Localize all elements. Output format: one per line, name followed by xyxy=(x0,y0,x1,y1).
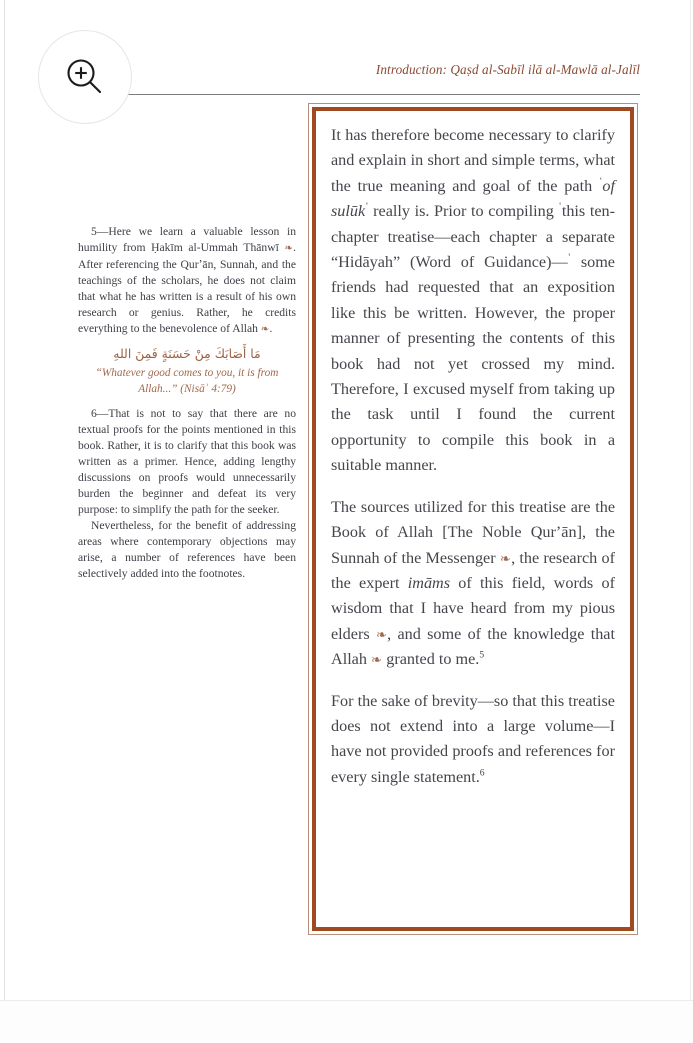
main-paragraph-1 xyxy=(331,123,615,479)
honorific-glyph: ❧ xyxy=(375,626,388,642)
commentary-text-nevertheless: Nevertheless, for the benefit of addressing areas where contemporary objections may arise, a number of references have been selectively added into the footnotes. xyxy=(78,518,296,580)
main-text-box xyxy=(308,103,638,935)
main-text-1d: this ten-chapter treatise—each chapter a separate “Hidāyah” (Word of Guidance)— xyxy=(331,202,615,272)
main-text-3a: For the sake of brevity—so that this treatise does not extend into a large volume—I have not provided proofs and references for every single statement. xyxy=(331,691,615,786)
commentary-text-5c: . xyxy=(269,322,273,336)
zoom-in-button[interactable] xyxy=(38,30,132,124)
main-text-box-inner-rule xyxy=(312,107,634,931)
quote-mark-open-icon: ‛ xyxy=(599,176,603,188)
main-text-1a: It has therefore become necessary to clarify and explain in short and simple terms, what the true meaning and goal of the path xyxy=(331,126,615,195)
quote-mark-close-icon: ’ xyxy=(365,201,369,213)
commentary-paragraph-5 xyxy=(78,224,296,338)
paragraph-marker-6: 6— xyxy=(91,406,109,420)
paragraph-marker-5: 5— xyxy=(91,225,109,238)
main-text-2e: granted to me. xyxy=(382,650,480,669)
main-text-2a: The sources utilized for this treatise are the Book of Allah [The Noble Qurʼān], the Sunnah of the Messenger xyxy=(331,497,615,567)
honorific-glyph: ❧ xyxy=(284,243,294,255)
running-header: Introduction: Qaṣd al-Sabīl ilā al-Mawlā al-Jalīl xyxy=(375,62,640,77)
honorific-glyph: ❧ xyxy=(260,324,270,336)
commentary-paragraph-6 xyxy=(78,406,296,518)
main-text-2d: , and some of the knowledge that Allah xyxy=(331,624,615,669)
footnote-marker-5: 5 xyxy=(479,649,485,661)
quote-mark-open-icon: ‛ xyxy=(558,201,562,213)
honorific-glyph: ❧ xyxy=(499,550,512,566)
commentary-text-5b: . After referencing the Qurʼān, Sunnah, and the teachings of the scholars, he does not claim that what he has written is a result of his own research or genius. Rather, he credits everything to the benevolence of Allah xyxy=(78,241,296,336)
page-sheet xyxy=(4,0,691,1000)
quote-mark-close-icon: ’ xyxy=(567,252,572,264)
commentary-column xyxy=(78,224,296,582)
quran-quote-arabic: مَا أَصَابَكَ مِنْ حَسَنَةٍ فَمِنَ اللهِ xyxy=(113,346,261,362)
main-text-1c: really is. Prior to compiling xyxy=(368,202,559,221)
commentary-paragraph-nevertheless xyxy=(78,518,296,582)
main-paragraph-2 xyxy=(331,495,615,673)
main-paragraph-3 xyxy=(331,689,615,791)
page-bottom-edge xyxy=(0,1000,693,1043)
main-text-2b: , the research of the expert xyxy=(331,548,615,592)
quran-quote-translation: “Whatever good comes to you, it is from Allah...” (Nisāʾ 4:79) xyxy=(95,367,279,395)
main-text-1b: of sulūk xyxy=(331,176,615,221)
commentary-text-6: That is not to say that there are no textual proofs for the points mentioned in this book. Rather, it is to clarify that this book was written as a primer. Hence, adding lengthy discussions on proofs would unnecessarily burden the beginner and defeat its very purpose: to simplify the path for the seeker. xyxy=(78,406,296,516)
magnifier-plus-icon xyxy=(62,54,108,100)
footnote-marker-6: 6 xyxy=(479,767,485,779)
main-text-2c: of this field, words of wisdom that I have heard from my pious elders xyxy=(331,573,615,643)
honorific-glyph: ❧ xyxy=(371,652,383,668)
main-text-2-italic: imāms xyxy=(407,573,451,592)
main-text-body xyxy=(331,123,615,790)
header-rule xyxy=(90,94,640,95)
main-text-1e: some friends had requested that an exposition like this be written. However, the proper manner of presenting the contents of this book had not yet crossed my mind. Therefore, I excused myself from taking up the task until I found the current opportunity to compile this book in a suitable manner. xyxy=(331,253,615,475)
commentary-text-5a: Here we learn a valuable lesson in humility from Ḥakīm al-Ummah Thānwī xyxy=(78,225,296,255)
